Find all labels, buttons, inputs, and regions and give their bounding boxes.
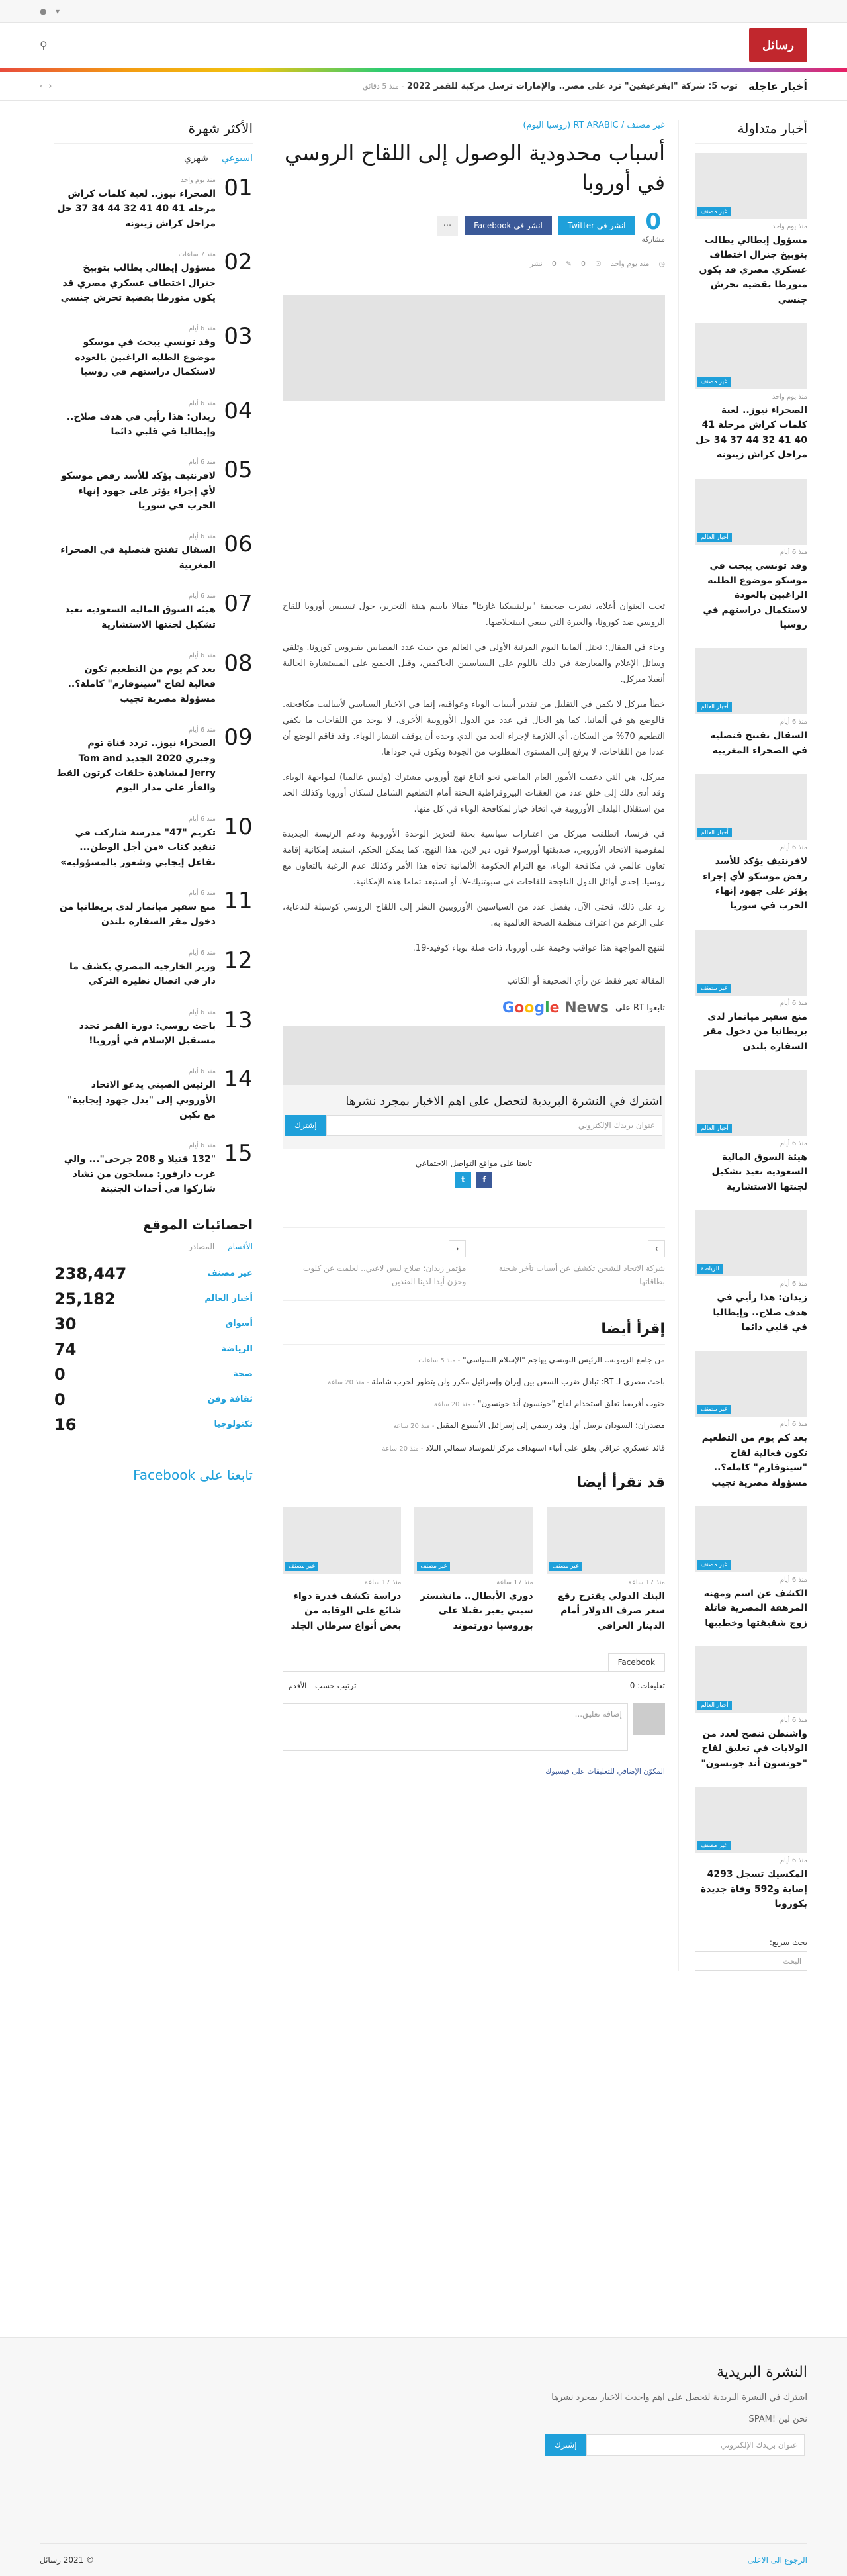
trending-headline[interactable]: وفد تونسي يبحث في موسكو موضوع الطلبة الراغبين بالعودة لاستكمال دراستهم في روسيا [703, 560, 807, 631]
popular-rank: 01 [224, 175, 253, 201]
popular-item-body [54, 593, 216, 632]
category-badge[interactable]: غير مصنف [417, 1562, 450, 1571]
category-badge[interactable]: أخبار العالم [697, 1124, 732, 1133]
trending-item[interactable] [695, 648, 807, 758]
popular-headline[interactable]: مسؤول إيطالي يطالب بتوبيخ جنرال اختطاف عسكري مصري قد يكون متورطا بقضية تحرش جنسي [60, 263, 216, 303]
breaking-news-text[interactable]: توب 5: شركة "ايفرغيفين" ترد على مصر.. والإمارات ترسل مركبة للقمر 2022 [406, 81, 738, 91]
popular-rank: 07 [224, 591, 253, 618]
popular-date: منذ 6 أيام [188, 1008, 216, 1016]
read-also-item[interactable] [283, 1419, 665, 1432]
popular-item-body [54, 533, 216, 573]
footer-bottom [40, 2543, 807, 2576]
back-to-top-link[interactable]: الرجوع الى الاعلى [747, 2555, 807, 2565]
fb-sort-select[interactable]: الأقدم [283, 1680, 312, 1692]
category-badge[interactable]: غير مصنف [549, 1562, 582, 1571]
footer-nospam-text: نحن لين !SPAM [748, 2414, 807, 2425]
trending-date: منذ 6 أيام [780, 1576, 807, 1584]
newsletter-image [283, 1026, 665, 1085]
footer-newsletter-form [543, 2434, 807, 2456]
popular-item[interactable] [54, 652, 253, 706]
tab-monthly[interactable]: شهري [184, 153, 208, 164]
category-badge[interactable]: أخبار العالم [697, 1701, 732, 1710]
popular-rank: 06 [224, 531, 253, 558]
tab-sections[interactable]: الأقسام [228, 1241, 253, 1251]
trending-date: منذ 6 أيام [780, 1421, 807, 1429]
article-paragraph: وجاء في المقال: تحتل ألمانيا اليوم المرتبة الأولى في العالم من حيث عدد المصابين بفيروس كورونا. وتلقي وسائل الإعلام والمعارضة في ذلك باللوم على السياسيين الحاكمين، وقبل الجميع على المستشارة الحالية أنغيلا ميركل. [283, 642, 665, 685]
trending-item[interactable] [695, 1070, 807, 1194]
stat-category-name[interactable]: غير مصنف [207, 1268, 253, 1279]
site-header [0, 23, 847, 68]
popular-rank: 02 [224, 249, 253, 276]
twitter-icon[interactable]: t [455, 1172, 471, 1188]
popular-headline[interactable]: الصحراء نيوز.. تردد قناة توم وجيري 2020 الجديد Tom and Jerry لمشاهدة حلقات كرتون القط والفأر على مدار اليوم [56, 738, 216, 794]
read-also-time: - منذ 20 ساعة [382, 1445, 424, 1453]
read-also-time: - منذ 20 ساعة [393, 1423, 435, 1431]
stat-category-name[interactable]: أسواق [225, 1319, 253, 1329]
popular-rank: 08 [224, 650, 253, 677]
stat-row [54, 1315, 253, 1333]
trending-date: منذ يوم واحد [772, 393, 807, 401]
popular-item-body [54, 890, 216, 930]
popular-headline[interactable]: هيئة السوق المالية السعودية تعيد تشكيل لجنتها الاستشارية [65, 604, 216, 630]
popular-date: منذ يوم واحد [180, 177, 216, 184]
footer-newsletter-title: النشرة البريدية [717, 2364, 807, 2381]
popular-item-body [54, 652, 216, 706]
trending-headline[interactable]: منع سفير ميانمار لدى بريطانيا من دخول مقر السفارة بلندن [704, 1011, 807, 1052]
share-count [641, 209, 665, 244]
stat-category-name[interactable]: الرياضة [221, 1344, 253, 1355]
category-badge[interactable]: غير مصنف [697, 984, 731, 993]
popular-item[interactable] [54, 1068, 253, 1122]
avatar [633, 1703, 665, 1735]
trending-date: منذ يوم واحد [772, 223, 807, 230]
popular-rank: 15 [224, 1140, 253, 1167]
article-meta [283, 260, 665, 268]
article-title: أسباب محدودية الوصول إلى اللقاح الروسي في أوروبا [285, 140, 665, 195]
popular-item-body [54, 726, 216, 796]
trending-thumbnail[interactable] [695, 930, 807, 996]
trending-thumbnail[interactable] [695, 1070, 807, 1136]
facebook-share-button[interactable]: انشر في Facebook [465, 216, 552, 235]
popular-headline[interactable]: تكريم "47" مدرسة شاركت في تنفيذ كتاب «من أجل الوطن... تفاعل إيجابي وشعور بالمسؤولية» [60, 827, 216, 868]
popular-sidebar [54, 120, 253, 1971]
article-paragraph: زد على ذلك، فحتى الآن، يفضل عدد من السياسيين الأوروبيين النظر إلى اللقاح الروسي كوسيلة للدعاية، على الرغم من اعتراف منظمة الصحة العالمية به. [283, 902, 665, 929]
popular-headline[interactable]: وفد تونسي يبحث في موسكو موضوع الطلبة الراغبين بالعودة لاستكمال دراستهم في روسيا [75, 337, 216, 378]
quick-search-input[interactable]: البحث [695, 1951, 807, 1971]
trending-date: منذ 6 أيام [780, 1857, 807, 1865]
trending-thumbnail[interactable] [695, 323, 807, 389]
popular-item-body [54, 400, 216, 440]
trending-sidebar [695, 120, 807, 1971]
category-badge[interactable]: غير مصنف [285, 1562, 318, 1571]
next-post-title[interactable]: مؤتمر زيدان: صلاح ليس لاعبي.. لعلمت عن كلوب وحزن أيدا لدينا الفندين [303, 1264, 467, 1286]
tab-weekly[interactable]: اسبوعي [221, 153, 253, 164]
category-badge[interactable]: غير مصنف [697, 377, 731, 387]
stats-tabs [54, 1242, 253, 1251]
user-icon[interactable]: ● [40, 7, 47, 16]
may-like-thumbnail[interactable] [414, 1507, 533, 1574]
chevron-right-icon: › [648, 1240, 665, 1257]
chevron-down-icon[interactable]: ▾ [56, 7, 60, 16]
stat-category-name[interactable]: ثقافة وفن [207, 1394, 253, 1405]
trending-thumbnail[interactable] [695, 1210, 807, 1276]
ticker-arrows [40, 81, 52, 91]
popular-date: منذ 6 أيام [188, 889, 216, 897]
next-post-link[interactable] [283, 1240, 466, 1288]
google-news-follow[interactable] [283, 1000, 665, 1016]
may-like-item[interactable] [547, 1507, 665, 1633]
breaking-news-ticker[interactable] [62, 81, 738, 91]
quick-search-label: بحث سريع: [769, 1938, 807, 1948]
comment-icon: ✎ [565, 259, 572, 268]
popular-date: منذ 6 أيام [188, 726, 216, 734]
footer-email-input[interactable]: عنوان بريدك الإلكتروني [586, 2434, 805, 2456]
read-also-title: إقرأ أيضا [283, 1321, 665, 1345]
article-paragraph: تحت العنوان أعلاه، نشرت صحيفة "برلينسكيا غازيتا" مقالا باسم هيئة التحرير، حول تسييس أوروبا للقاح الروسي ضد كورونا، والعبرة التي ينبغي استخلاصها. [283, 601, 665, 628]
popular-date: منذ 6 أيام [188, 459, 216, 467]
trending-item[interactable] [695, 323, 807, 463]
read-also-time: - منذ 5 ساعات [418, 1357, 461, 1364]
trending-thumbnail[interactable] [695, 153, 807, 219]
category-badge[interactable]: غير مصنف [697, 1560, 731, 1570]
popular-headline[interactable]: الصحراء نيوز.. لعبة كلمات كراش مرحلة 41 40 41 32 44 34 37 حل مراحل كراش زيتونة [57, 189, 216, 229]
breaking-news-label: أخبار عاجلة [748, 79, 807, 93]
trending-headline[interactable]: الكشف عن اسم ومهنة المرهقة المصرية قاتلة زوج شقيقتها وخطيبها [703, 1588, 807, 1629]
may-like-headline[interactable]: دوري الأبطال.. مانشستر سيتي يعبر تقبلا على بوروسيا دورتموند [420, 1590, 533, 1631]
popular-item[interactable] [54, 593, 253, 632]
popular-rank: 04 [224, 397, 253, 424]
category-badge[interactable]: الرياضة [697, 1264, 723, 1274]
popular-item[interactable] [54, 726, 253, 796]
stat-row [54, 1365, 253, 1384]
trending-thumbnail[interactable] [695, 1351, 807, 1417]
popular-item-body [54, 1009, 216, 1049]
popular-rank: 11 [224, 887, 253, 914]
article-paragraph: لتنهج المواجهة هذا عواقب وخيمة على أوروبا، ذات صلة بوباء كوفيد-19. [412, 943, 665, 954]
article-body [283, 599, 665, 957]
article-paragraph: في فرنسا، اتطلقت ميركل من اعتبارات سياسية بحتة لتعزيز الوحدة الأوروبية ودعم الرئيسة الجديدة لمفوضية الاتحاد الأوروبي، صديقتها أورسولا فون دير لاين. هذا النهج، كما يمكن الحكم، استبعد إمكانية إقامة تعاون عالمي في مكافحة الوباء، مع التزام الحكومة الألمانية تجاه هذا الأمر وكذلك عدم الرغبة بالتعاون مع روسيا. إحدى أوائل الدول الناجحة للقاحات في سبوتنيك-V، أو استبعد تماما هذه الإمكانية. [283, 830, 665, 888]
trending-date: منذ 6 أيام [780, 718, 807, 726]
more-share-button[interactable]: ··· [437, 216, 458, 236]
clock-icon: ◷ [658, 259, 665, 268]
stats-title: احصائيات الموقع [143, 1216, 253, 1233]
article-comments: 0 [551, 259, 557, 268]
popular-item[interactable] [54, 459, 253, 513]
popular-headline[interactable]: منع سفير ميانمار لدى بريطانيا من دخول مقر السفارة بلندن [60, 901, 216, 928]
trending-title: أخبار متداولة [695, 120, 807, 144]
popular-item-body [54, 325, 216, 379]
trending-headline[interactable]: السقال تفتتح فنصلية في الصحراء المغربية [710, 730, 807, 756]
popular-date: منذ 6 أيام [188, 652, 216, 660]
trending-date: منذ 6 أيام [780, 1717, 807, 1725]
read-also-item[interactable] [283, 1398, 665, 1410]
may-like-title: قد تقرأ أيضا [283, 1474, 665, 1498]
popular-headline[interactable]: وزير الخارجية المصري يكشف ما دار في اتصال نظيره التركي [69, 961, 216, 987]
article-main [269, 120, 679, 1971]
popular-item-body [54, 1068, 216, 1122]
popular-rank: 12 [224, 947, 253, 974]
newsletter-box [283, 1026, 665, 1149]
newsletter-subscribe-button[interactable]: إشترك [285, 1115, 326, 1136]
stat-category-name[interactable]: أخبار العالم [204, 1294, 253, 1304]
category-badge[interactable]: غير مصنف [697, 207, 731, 216]
popular-item[interactable] [54, 177, 253, 231]
prev-post-title[interactable]: شركة الاتحاد للشحن تكشف عن أسباب تأخر شحنة بطاقاتها [498, 1264, 665, 1286]
footer-newsletter-text: اشترك في النشرة البريدية لتحصل على اهم واحدث الاخبار بمجرد نشرها [551, 2393, 807, 2403]
breaking-news-bar [0, 72, 847, 101]
popular-item[interactable] [54, 1006, 253, 1049]
stat-count: 74 [54, 1339, 77, 1359]
breadcrumb[interactable]: غير مصنف / RT ARABIC (روسيا اليوم) [523, 120, 665, 130]
popular-item-body [54, 816, 216, 870]
trending-date: منذ 6 أيام [780, 548, 807, 556]
trending-item[interactable] [695, 1210, 807, 1335]
stat-row [54, 1340, 253, 1359]
may-like-headline[interactable]: البنك الدولي يقترح رفع سعر صرف الدولار أمام الدينار العراقي [557, 1590, 665, 1631]
trending-headline[interactable]: لافرنتيف يؤكد للأسد رفض موسكو لأي إجراء يؤثر على جهود إنهاء الحرب في سوريا [703, 856, 807, 912]
popular-date: منذ 6 أيام [188, 593, 216, 600]
chevron-right-icon[interactable]: › [48, 81, 52, 91]
popular-date: منذ 6 أيام [188, 949, 216, 957]
popular-headline[interactable]: السقال تفتتح فنصلية في الصحراء المغربية [60, 545, 216, 571]
popular-item-body [54, 459, 216, 513]
trending-headline[interactable]: هيئة السوق المالية السعودية تعيد تشكيل لجنتها الاستشارية [711, 1151, 807, 1192]
trending-item[interactable] [695, 1787, 807, 1911]
trending-thumbnail[interactable] [695, 648, 807, 714]
stat-category-name[interactable]: صحة [233, 1369, 253, 1380]
popular-rank: 10 [224, 813, 253, 840]
chevron-left-icon: ‹ [449, 1240, 466, 1257]
popular-item-body [54, 177, 216, 231]
trending-item[interactable] [695, 153, 807, 307]
popular-item[interactable] [54, 325, 253, 379]
popular-headline[interactable]: بعد كم يوم من التطعيم تكون فعالية لقاح "سينوفارم" كاملة؟.. مسؤولة مصرية تجيب [67, 664, 216, 704]
popular-headline[interactable]: باحث روسي: دورة القمر تحدد مستقبل الإسلام في أوروبا! [79, 1020, 216, 1046]
popular-headline[interactable]: الرئيس الصيني يدعو الاتحاد الأوروبي إلى "بذل جهود إيجابية" مع بكين [67, 1080, 216, 1121]
category-badge[interactable]: أخبار العالم [697, 702, 732, 712]
fb-comments-plugin-link[interactable]: المكوّن الإضافي للتعليقات على فيسبوك [545, 1766, 665, 1776]
prev-post-link[interactable] [482, 1240, 665, 1288]
stat-row [54, 1290, 253, 1308]
post-navigation [283, 1227, 665, 1300]
may-like-grid [283, 1507, 665, 1633]
newsletter-title: اشترك في النشرة البريدية لتحصل على اهم الاخبار بمجرد نشرها [345, 1094, 662, 1109]
popular-item[interactable] [54, 813, 253, 870]
may-like-item[interactable] [283, 1507, 401, 1633]
may-like-item[interactable] [414, 1507, 533, 1633]
category-badge[interactable]: غير مصنف [697, 1405, 731, 1414]
popular-item-body [54, 1142, 216, 1196]
stat-row [54, 1264, 253, 1283]
read-also-item[interactable] [283, 1442, 665, 1455]
popular-date: منذ 6 أيام [188, 325, 216, 333]
read-also-text[interactable]: من جامع الزيتونة.. الرئيس التونسي يهاجم "الإسلام السياسي" [463, 1355, 665, 1364]
twitter-share-button[interactable]: انشر في Twitter [558, 216, 635, 235]
trending-item[interactable] [695, 1506, 807, 1631]
stat-count: 16 [54, 1415, 77, 1434]
popular-date: منذ 7 ساعات [178, 251, 216, 259]
stat-count: 25,182 [54, 1289, 116, 1308]
facebook-comments-tab[interactable]: Facebook [608, 1653, 665, 1671]
follow-label: تابعنا على مواقع التواصل الاجتماعي [415, 1159, 533, 1169]
may-like-date: منذ 17 ساعة [496, 1578, 533, 1586]
footer-newsletter [543, 2364, 807, 2456]
stat-count: 30 [54, 1314, 77, 1333]
category-badge[interactable]: غير مصنف [697, 1841, 731, 1850]
popular-rank: 09 [224, 724, 253, 751]
popular-item[interactable] [54, 887, 253, 930]
trending-date: منذ 6 أيام [780, 1280, 807, 1288]
popular-item-body [54, 949, 216, 989]
article-paragraph: ميركل، هي التي دعمت الأمور العام الماضي نحو اتباع نهج أوروبي مشترك (وليس عالميا) لمواجهة الوباء. وقد أدى ذلك إلى خلق عدد من العقبات البيروقراطية البحتة أمام التطعيم الشامل لسكان أوروبا وكذلك الحد من استقلال البلدان الأوروبية في اتخاذ خيار لمكافحة الوباء في كل منها. [283, 773, 665, 815]
site-footer [0, 2337, 847, 2576]
read-also-text[interactable]: باحث مصري لـ RT: تبادل ضرب السفن بين إيران وإسرائيل مكرر ولن يتطور لحرب شاملة [371, 1377, 665, 1387]
popular-item[interactable] [54, 533, 253, 573]
read-also-time: - منذ 20 ساعة [328, 1379, 369, 1387]
article-hero-image [283, 295, 665, 401]
read-also-text[interactable]: جنوب أفريقيا تعلق استخدام لقاح "جونسون أند جونسون" [477, 1399, 665, 1409]
fb-comments-header [283, 1681, 665, 1690]
popular-title: الأكثر شهرة [54, 120, 253, 144]
trending-item[interactable] [695, 1646, 807, 1771]
trending-thumbnail[interactable] [695, 1506, 807, 1572]
stat-row [54, 1390, 253, 1409]
popular-headline[interactable]: "132 قتيلا و 208 جرحى"... والي غرب دارفور: مسلحون من تشاد شاركوا في أحداث الجنينة [64, 1154, 216, 1195]
trending-headline[interactable]: المكسيك تسجل 4293 إصابة و592 وفاة جديدة بكورونا [700, 1869, 807, 1910]
chevron-left-icon[interactable]: ‹ [40, 81, 44, 91]
popular-headline[interactable]: لافرنتيف يؤكد للأسد رفض موسكو لأي إجراء يؤثر على جهود إنهاء الحرب في سوريا [61, 471, 216, 512]
facebook-follow-title[interactable]: تابعنا على Facebook [133, 1466, 253, 1483]
trending-date: منذ 6 أيام [780, 1139, 807, 1147]
trending-headline[interactable]: الصحراء نيوز.. لعبة كلمات كراش مرحلة 41 40 41 32 44 37 34 حل مراحل كراش زيتونة [695, 405, 807, 461]
fb-comment-count: تعليقات: 0 [629, 1680, 665, 1690]
may-like-thumbnail[interactable] [283, 1507, 401, 1574]
google-news-logo[interactable]: Google News [502, 1000, 609, 1017]
popular-rank: 03 [224, 323, 253, 350]
category-badge[interactable]: أخبار العالم [697, 533, 732, 542]
popular-item-body [54, 251, 216, 305]
trending-item[interactable] [695, 1351, 807, 1490]
may-like-headline[interactable]: دراسة تكشف قدرة دواء شائع على الوقاية من بعض أنواع سرطان الجلد [290, 1590, 402, 1631]
article-print-link[interactable]: نشر [529, 259, 543, 268]
eye-icon: ☉ [595, 259, 602, 268]
top-bar [0, 0, 847, 23]
newsletter-email-input[interactable]: عنوان بريدك الإلكتروني [326, 1115, 662, 1136]
share-count-number: 0 [645, 208, 662, 235]
popular-rank: 13 [224, 1006, 253, 1033]
google-news-label: تابعوا RT على [615, 1003, 665, 1014]
may-like-date: منذ 17 ساعة [364, 1578, 402, 1586]
popular-date: منذ 6 أيام [188, 815, 216, 823]
read-also-text[interactable]: قائد عسكري عراقي يعلق على أنباء استهداف مركز للموساد شمالي البلاد [425, 1443, 665, 1453]
stat-count: 0 [54, 1364, 66, 1384]
popular-tabs [54, 153, 253, 164]
popular-date: منذ 6 أيام [188, 399, 216, 407]
trending-headline[interactable]: واشنطن تنصح لعدد من الولايات في تعليق لقاح "جونسون أند جونسون" [701, 1729, 807, 1769]
trending-item[interactable] [695, 774, 807, 914]
share-row [283, 209, 665, 244]
popular-item[interactable] [54, 949, 253, 989]
popular-date: منذ 6 أيام [188, 1142, 216, 1150]
share-count-label: مشاركة [641, 234, 665, 244]
trending-date: منذ 6 أيام [780, 999, 807, 1007]
newsletter-form [283, 1115, 665, 1136]
trending-thumbnail[interactable] [695, 1646, 807, 1713]
popular-date: منذ 6 أيام [188, 533, 216, 541]
trending-headline[interactable]: مسؤول إيطالي يطالب بتوبيخ جنرال اختطاف عسكري مصري قد يكون متورطا بقضية تحرش جنسي [699, 235, 807, 305]
stat-count: 0 [54, 1390, 66, 1409]
facebook-comments-box [283, 1671, 665, 1785]
popular-headline[interactable]: زيدان: هذا رأيي في هدف صلاح.. وإيطاليا في قلبي دائما [66, 411, 216, 437]
footer-subscribe-button[interactable]: إشترك [545, 2434, 586, 2456]
copyright: © 2021 رسائل [40, 2555, 95, 2565]
tab-sources[interactable]: المصادر [189, 1241, 215, 1251]
read-also-item[interactable] [283, 1376, 665, 1388]
social-icons [283, 1172, 665, 1188]
trending-item[interactable] [695, 930, 807, 1054]
popular-item[interactable] [54, 1142, 253, 1196]
trending-headline[interactable]: زيدان: هذا رأيي في هدف صلاح.. وإيطاليا في قلبي دائما [713, 1292, 807, 1333]
may-like-date: منذ 17 ساعة [628, 1578, 665, 1586]
read-also-text[interactable]: مصدران: السودان يرسل أول وفد رسمي إلى إسرائيل الأسبوع المقبل [437, 1421, 665, 1431]
popular-item[interactable] [54, 251, 253, 305]
article-paragraph: خطأ ميركل لا يكمن في التقليل من تقدير أسباب الوباء وعواقبه، إنما في الاخيار السياسي لأساليب مكافحته. فالوضع هو في ألمانيا، كما هو الحال في عدد من الدول الأوروبية الأخرى، لا يوجد من اللقاحات ما يكفي التطعيم 70% من السكان، أي اللازمة لإجراء الحد من الذي وحده أن يوقف انتشار الوباء. وقد فاقم الوضع أن عددا من اللقاحات، لا يرفع إلى المستوى المطلوب من الجودة ويكون في جوداها. [283, 699, 666, 757]
category-badge[interactable]: أخبار العالم [697, 828, 732, 837]
article-views: 0 [581, 259, 586, 268]
fb-sort-label: ترتيب حسب [315, 1680, 357, 1690]
trending-headline[interactable]: بعد كم يوم من التطعيم تكون فعالية لقاح "سينوفارم" كاملة؟.. مسؤولة مصرية تجيب [701, 1433, 807, 1488]
read-also-list [283, 1354, 665, 1455]
breaking-news-time: - منذ 5 دقائق [363, 81, 404, 91]
quick-search [695, 1938, 807, 1971]
popular-rank: 05 [224, 457, 253, 484]
popular-rank: 14 [224, 1066, 253, 1093]
trending-item[interactable] [695, 479, 807, 633]
fb-comment-composer [283, 1703, 665, 1751]
stat-count: 238,447 [54, 1264, 127, 1283]
read-also-time: - منذ 20 ساعة [433, 1401, 476, 1409]
article-date: منذ يوم واحد [610, 259, 650, 268]
site-logo[interactable]: رسائل [749, 28, 807, 62]
facebook-icon[interactable]: f [476, 1172, 492, 1188]
fb-comment-input[interactable]: إضافة تعليق... [283, 1703, 628, 1751]
popular-date: منذ 6 أيام [188, 1068, 216, 1076]
stat-row [54, 1415, 253, 1434]
trending-thumbnail[interactable] [695, 479, 807, 545]
article-disclaimer: المقالة تعبر فقط عن رأي الصحيفة أو الكاتب [506, 977, 665, 987]
may-like-thumbnail[interactable] [547, 1507, 665, 1574]
search-icon[interactable]: ⚲ [40, 38, 48, 52]
stat-category-name[interactable]: تكنولوجيا [214, 1419, 253, 1430]
trending-thumbnail[interactable] [695, 1787, 807, 1853]
popular-item[interactable] [54, 397, 253, 440]
trending-date: منذ 6 أيام [780, 844, 807, 852]
trending-thumbnail[interactable] [695, 774, 807, 840]
read-also-item[interactable] [283, 1354, 665, 1366]
